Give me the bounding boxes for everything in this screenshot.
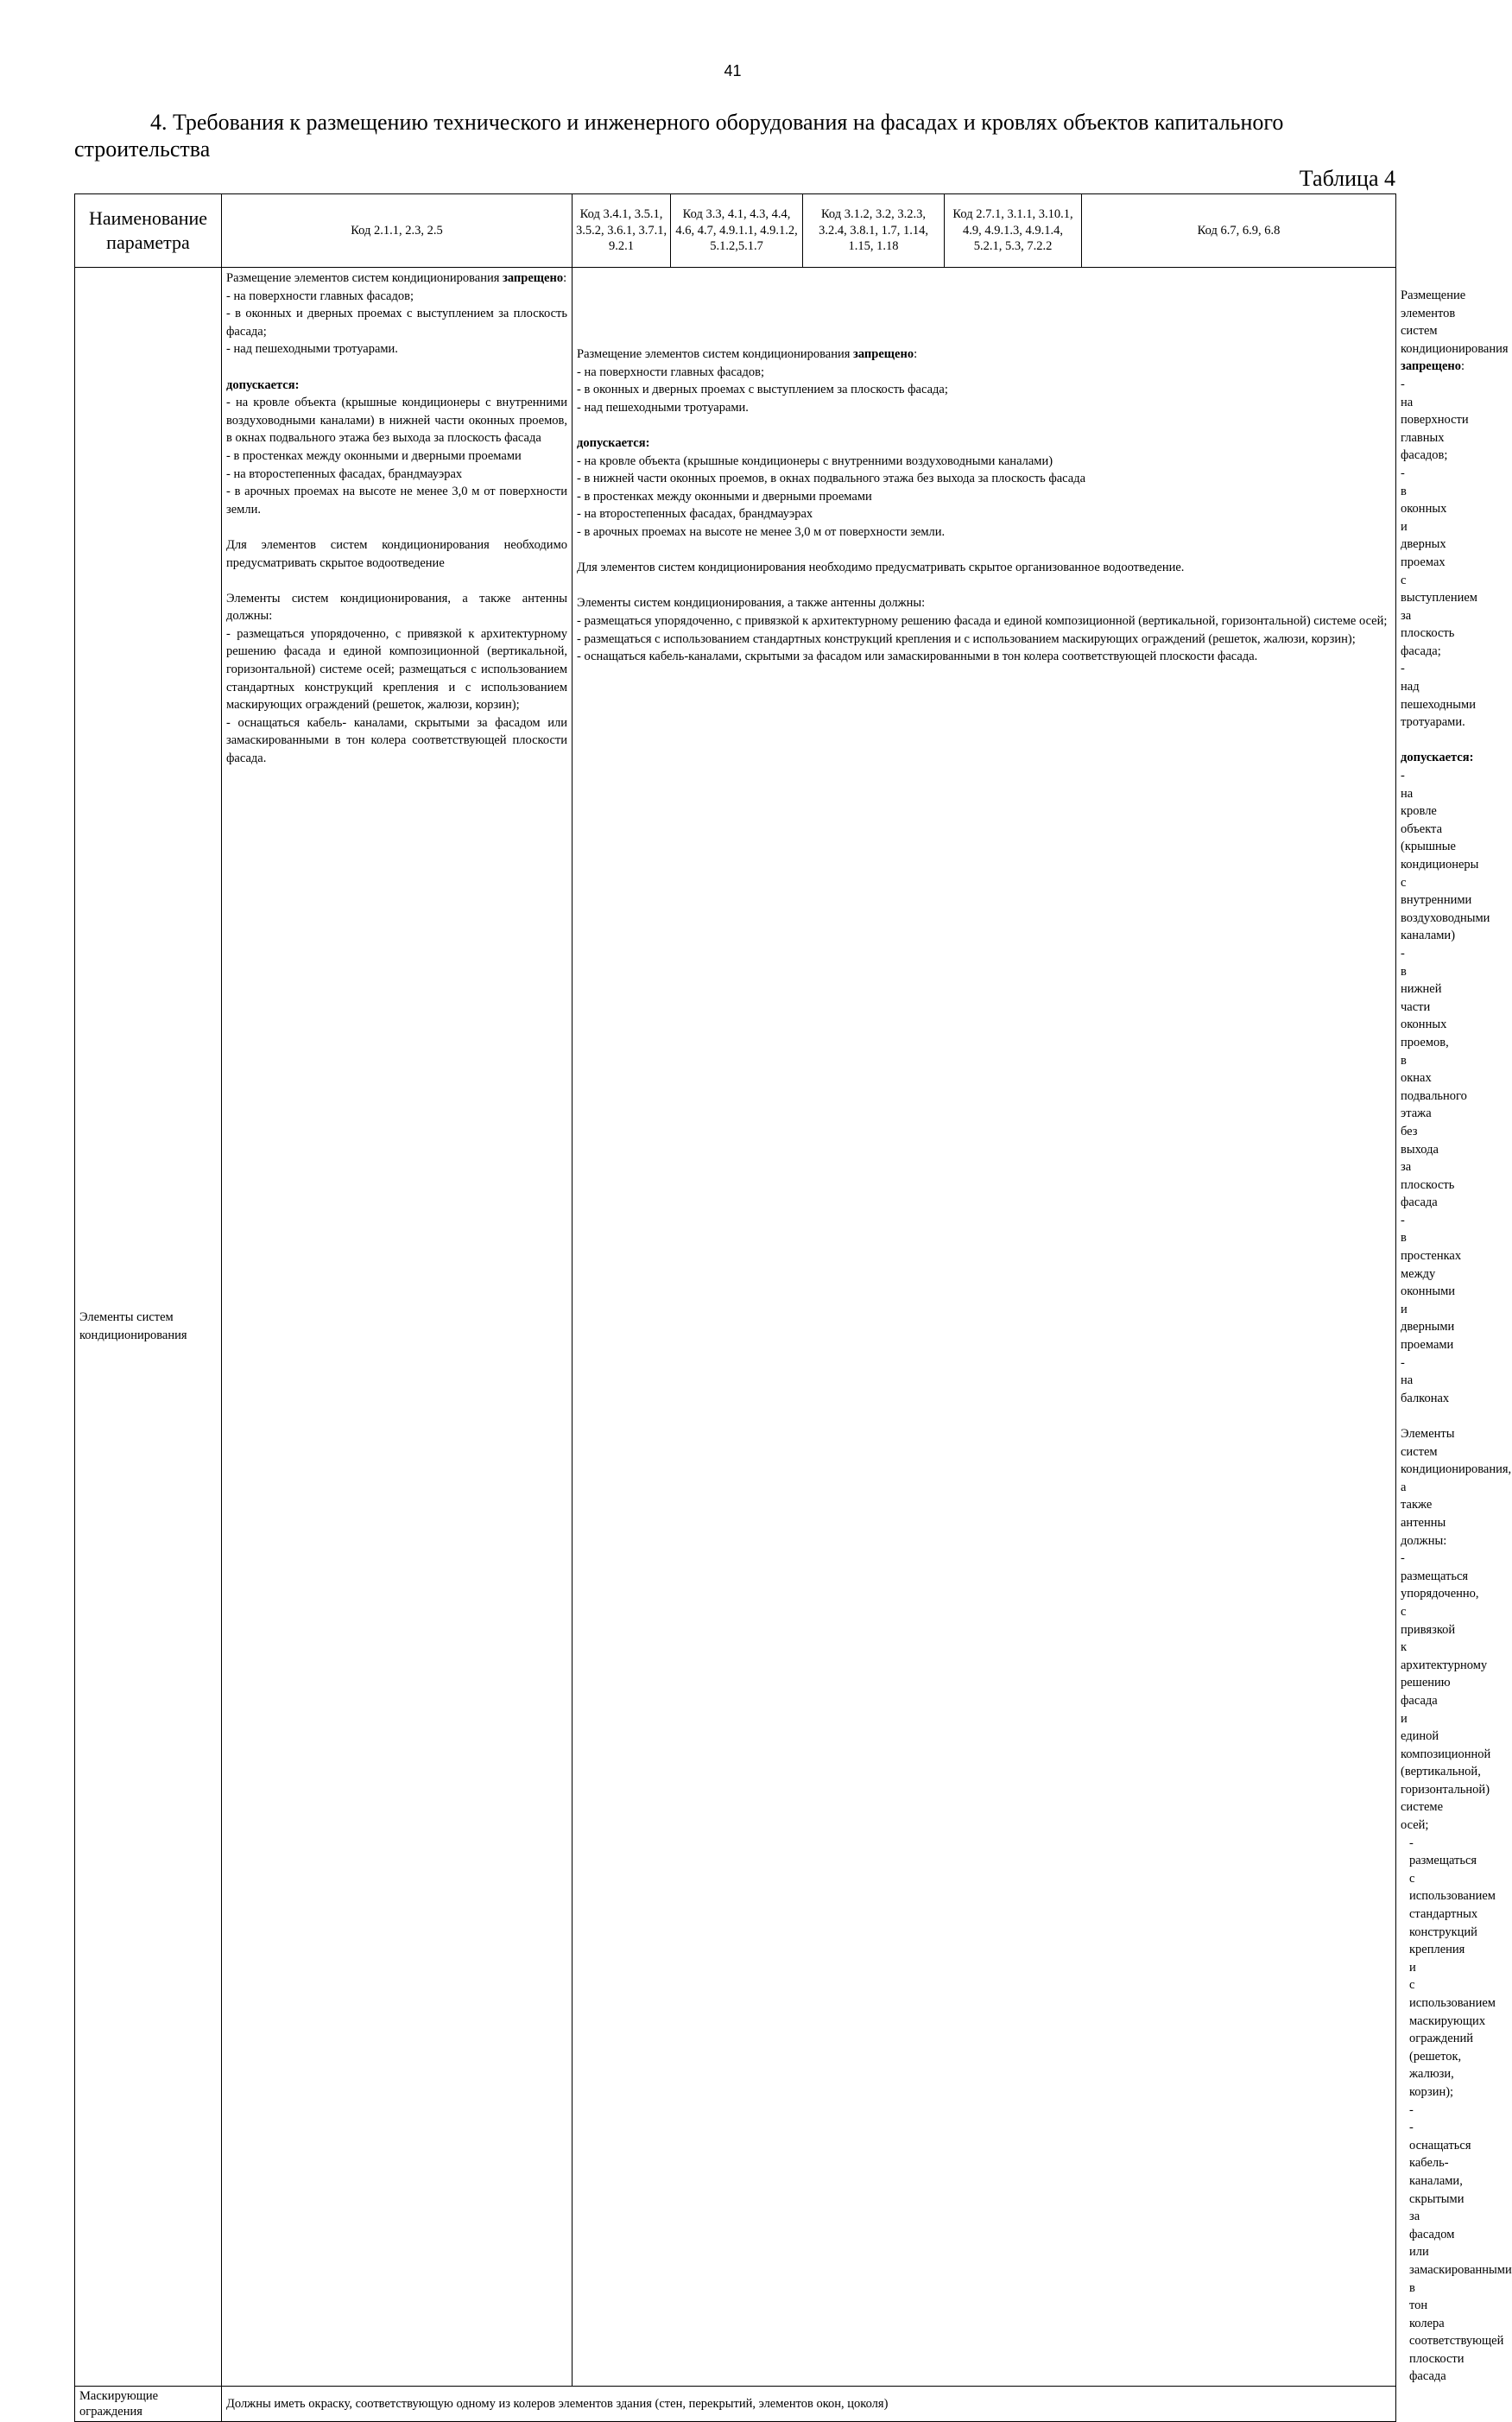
- list-item: - размещаться с использованием стандартных конструкций крепления и с использованием маскирующих ограждений (решеток, жалюзи, корзин);: [1409, 1836, 1496, 2099]
- list-item: - размещаться упорядоченно, с привязкой к архитектурному решению фасада и единой композиционной (вертикальной, горизонтальной) системе осей;: [577, 613, 1388, 628]
- list-item: - в арочных проемах на высоте не менее 3,0 м от поверхности земли.: [577, 524, 946, 539]
- row-masking-fences: [75, 2387, 1396, 2422]
- cell-codes-2-5: [573, 268, 1396, 2387]
- header-code-6: Код 6.7, 6.9, 6.8: [1082, 194, 1396, 268]
- list-item: - в оконных и дверных проемах с выступлением за плоскость фасада;: [577, 383, 948, 397]
- header-code-5: Код 2.7.1, 3.1.1, 3.10.1, 4.9, 4.9.1.3, 4.9.1.4, 5.2.1, 5.3, 7.2.2: [945, 194, 1082, 268]
- forbidden-intro: Размещение элементов систем кондиционирования запрещено:: [226, 271, 567, 285]
- must-intro: Элементы систем кондиционирования, а также антенны должны:: [577, 596, 926, 611]
- forbidden-intro: Размещение элементов систем кондиционирования запрещено:: [577, 347, 918, 361]
- list-item: - на поверхности главных фасадов;: [577, 365, 764, 379]
- section-heading: [74, 109, 1395, 162]
- header-code-3: Код 3.3, 4.1, 4.3, 4.4, 4.6, 4.7, 4.9.1.1, 4.9.1.2, 5.1.2,5.1.7: [671, 194, 803, 268]
- header-code-1: Код 2.1.1, 2.3, 2.5: [222, 194, 573, 268]
- section-number: 4.: [150, 110, 168, 135]
- allowed-heading: допускается:: [226, 377, 300, 392]
- drainage-note: Для элементов систем кондиционирования необходимо предусматривать скрытое водоотведение: [226, 537, 567, 570]
- list-item: - над пешеходными тротуарами.: [226, 342, 398, 357]
- list-item: - в оконных и дверных проемах с выступлением за плоскость фасада;: [226, 307, 567, 339]
- list-item: - на кровле объекта (крышные кондиционеры с внутренними воздуховодными каналами) в нижней части оконных проемов, в окнах подвального этажа без выхода за плоскость фасада: [226, 396, 567, 446]
- allowed-heading: допускается:: [1401, 751, 1474, 765]
- list-item: - размещаться упорядоченно, с привязкой к архитектурному решению фасада и единой композиционной (вертикальной, горизонтальной) системе осей; размещаться с использованием стандартных конструкций крепления и с использованием маскирующих ограждений (решеток, жалюзи, корзин);: [226, 626, 567, 713]
- cell-code-1: [222, 268, 573, 2387]
- header-code-2: Код 3.4.1, 3.5.1, 3.5.2, 3.6.1, 3.7.1, 9.2.1: [573, 194, 671, 268]
- requirements-table: [74, 193, 1512, 2422]
- list-item: - над пешеходными тротуарами.: [577, 400, 749, 415]
- header-row: [75, 194, 1396, 268]
- list-item: - в простенках между оконными и дверными проемами: [577, 489, 872, 504]
- list-item: - оснащаться кабель-каналами, скрытыми за фасадом или замаскированными в тон колера соответствующей плоскости фасада.: [577, 650, 1258, 664]
- table-caption: Таблица 4: [1299, 166, 1395, 191]
- page-number: 41: [724, 62, 742, 79]
- forbidden-word: запрещено: [853, 347, 914, 361]
- row-air-conditioning: Элементы систем кондиционирования Размещение элементов систем кондиционирования запрещено: - на поверхности главных фасадов; - в оконных и дверных проемах с выступлением за плоскость фасада; - над пешеходными тротуарами. допускается: - на кровле объекта (крышные кондиционеры с внутренними воздуховодными каналами) в нижней части оконных проемов, в окнах подвального этажа без выхода за плоскость фасада - в простенках между оконными и дверными проемами - на второстепенных фасадах, брандмауэрах - в арочных проемах на высоте не менее 3,0 м от поверхности земли. Для элементов систем кондиционирования необходимо предусматривать скрытое водоотведение Элементы систем кондиционирования, а также антенны должны: - размещаться упорядоченно, с привязкой к архитектурному решению фасада и единой композиционной (вертикальной, горизонтальной) системе осей; размещаться с использованием стандартных конструкций крепления и с использованием маскирующих ограждений (решеток, жалюзи, корзин); - оснащаться кабель- каналами, скрытыми за фасадом или замаскированными в тон колера соответствующей плоскости фасада. Размещение элементов систем кондиционирования запрещено: - на поверхности главных фасадов; - в оконных и дверных проемах с выступлением за плоскость фасада; - над пешеходными тротуарами. допускается: - на кровле объекта (крышные кондиционеры с внутренними воздуховодными каналами) - в нижней части оконных проемов, в окнах подвального этажа без выхода за плоскость фасада - в простенках между оконными и дверными проемами - на второстепенных фасадах, брандмауэрах - в арочных проемах на высоте не менее 3,0 м от поверхности земли. Для элементов систем кондиционирования необходимо предусматривать скрытое организованное водоотведение. Элементы систем кондиционирования, а также антенны должны: - размещаться упорядоченно, с привязкой к архитектурному решению фасада и единой композиционной (вертикальной, горизонтальной) системе осей; - размещаться с использованием стандартных конструкций крепления и с использованием маскирующих ограждений (решеток, жалюзи, корзин); - оснащаться кабель-каналами, скрытыми за фасадом или замаскированными в тон колера соответствующей плоскости фасада. Размещение элементов систем кондиционирования запрещено: - на поверхности главных фасадов; - в оконных и дверных проемах с выступлением за плоскость фасада; - над пешеходными тротуарами. допускается: - на кровле объекта (крышные кондиционеры с внутренними воздуховодными каналами) - в нижней части оконных проемов, в окнах подвального этажа без выхода за плоскость фасада - в простенках между оконными и дверными проемами - на балконах Элементы систем кондиционирования, а также антенны должны: - размещаться упорядоченно, с привязкой к архитектурному решению фасада и единой композиционной (вертикальной, горизонтальной) системе осей; - размещаться с использованием стандартных конструкций крепления и с использованием маскирующих ограждений (решеток, жалюзи, корзин); - - оснащаться кабель-каналами, скрытыми за фасадом или замаскированными в тон колера соответствующей плоскости фасада: [75, 268, 1396, 2387]
- drainage-note: Для элементов систем кондиционирования необходимо предусматривать скрытое организованное водоотведение.: [577, 561, 1185, 575]
- list-item: - размещаться с использованием стандартных конструкций крепления и с использованием маскирующих ограждений (решеток, жалюзи, корзин);: [577, 631, 1356, 646]
- header-code-4: Код 3.1.2, 3.2, 3.2.3, 3.2.4, 3.8.1, 1.7, 1.14, 1.15, 1.18: [803, 194, 945, 268]
- list-item: - в простенках между оконными и дверными проемами: [226, 448, 522, 463]
- list-item: - на кровле объекта (крышные кондиционеры с внутренними воздуховодными каналами): [577, 453, 1053, 468]
- row-label-air-conditioning: Элементы систем кондиционирования: [75, 268, 222, 2387]
- list-item: - на второстепенных фасадах, брандмауэрах: [226, 466, 463, 481]
- header-param: Наименование параметра: [75, 194, 222, 268]
- section-title: Требования к размещению технического и инженерного оборудования на фасадах и кровлях объектов капитального строительства: [74, 110, 1284, 162]
- list-item: - оснащаться кабель- каналами, скрытыми за фасадом или замаскированными в тон колера соответствующей плоскости фасада.: [226, 715, 567, 766]
- masking-fences-value: Должны иметь окраску, соответствующую одному из колеров элементов здания (стен, перекрытий, элементов окон, цоколя): [222, 2387, 1396, 2422]
- allowed-heading: допускается:: [577, 435, 650, 450]
- forbidden-word: запрещено: [503, 271, 564, 285]
- list-item: - на второстепенных фасадах, брандмауэрах: [577, 507, 813, 522]
- list-item: - на поверхности главных фасадов;: [226, 288, 414, 303]
- must-intro: Элементы систем кондиционирования, а также антенны должны:: [226, 591, 567, 624]
- list-item: - в арочных проемах на высоте не менее 3,0 м от поверхности земли.: [226, 485, 567, 517]
- list-item: - в нижней части оконных проемов, в окнах подвального этажа без выхода за плоскость фасада: [577, 472, 1086, 486]
- forbidden-word: запрещено: [1401, 359, 1462, 374]
- list-item: - - оснащаться кабель-каналами, скрытыми за фасадом или замаскированными в тон колера соответствующей плоскости фасада: [1409, 2102, 1512, 2384]
- row-label-masking-fences: Маскирующие ограждения: [75, 2387, 222, 2422]
